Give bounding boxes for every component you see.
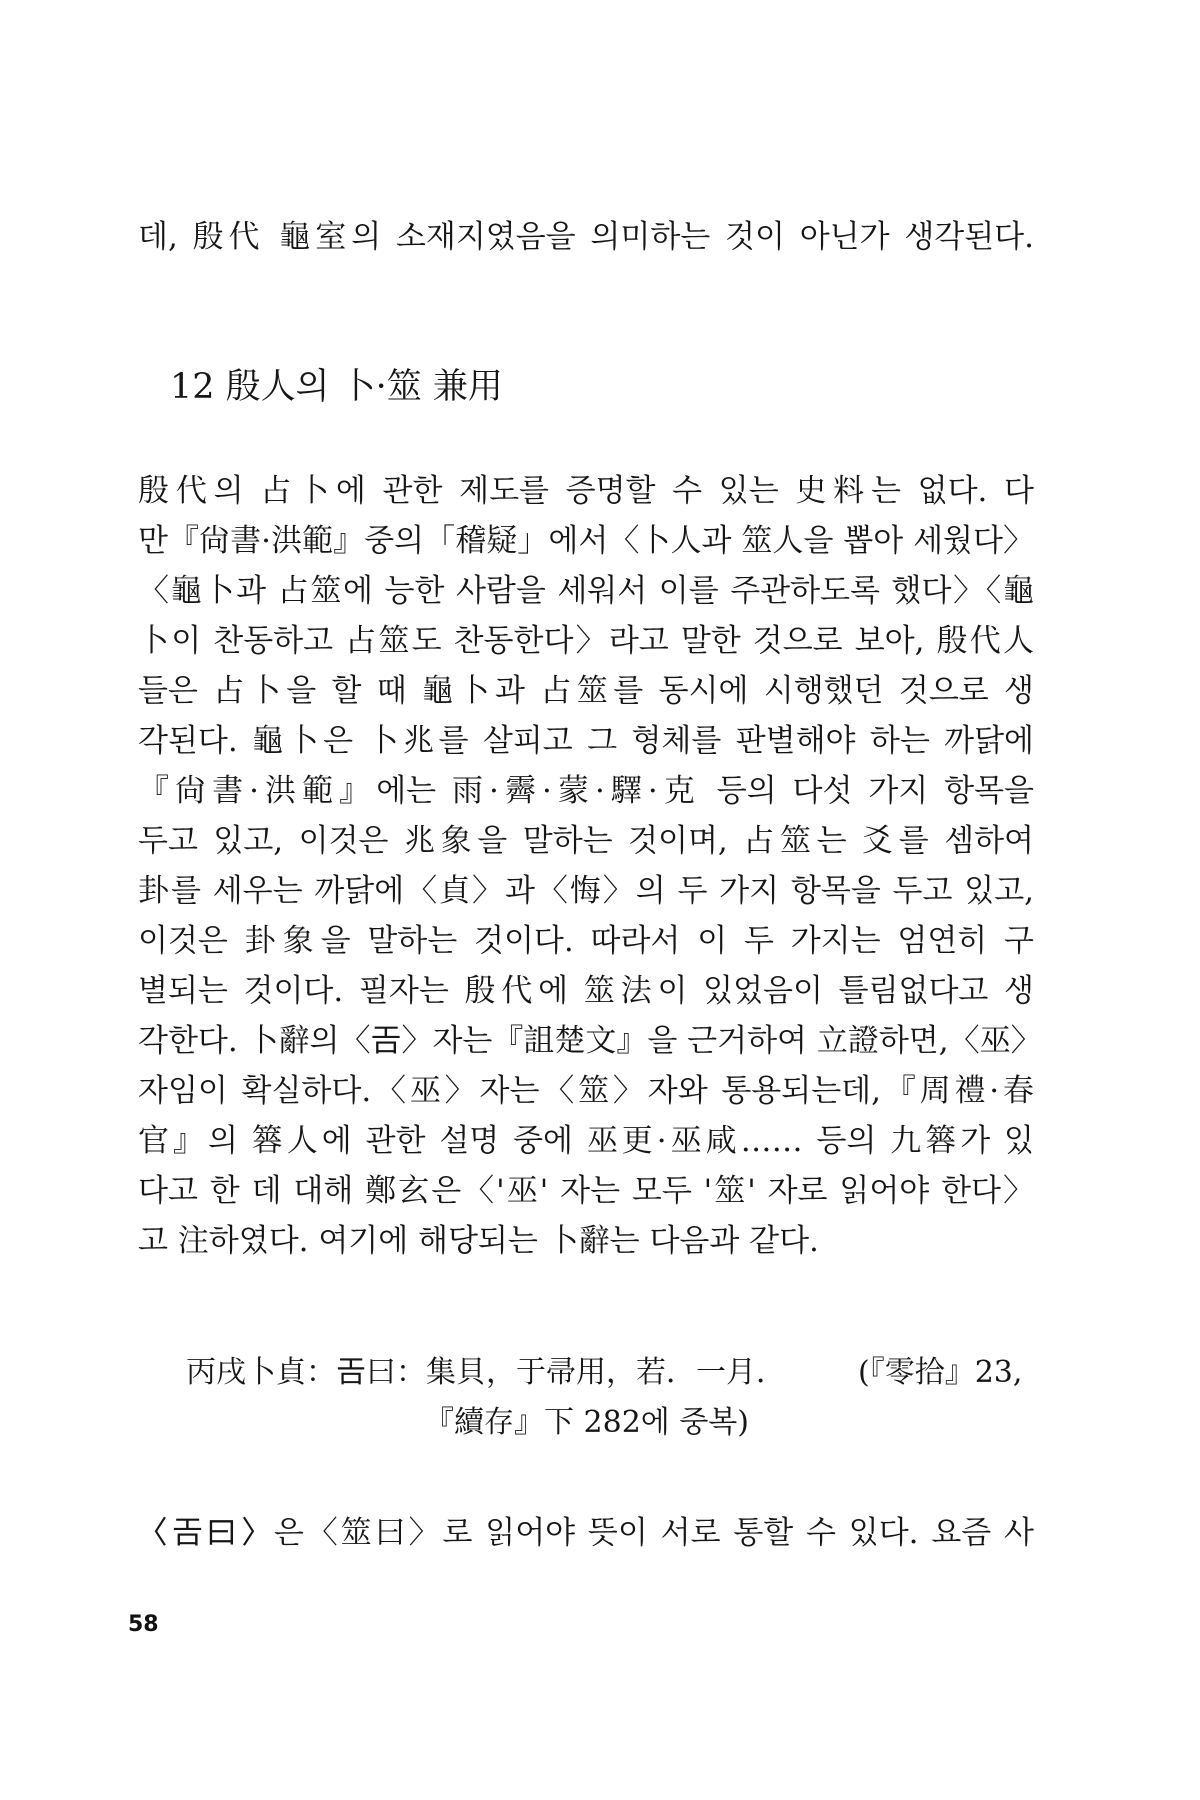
paragraph-line: 〈龜卜과 占筮에 능한 사람을 세워서 이를 주관하도록 했다〉〈龜 [138, 573, 1034, 609]
paragraph-line: 고 注하였다. 여기에 해당되는 卜辭는 다음과 같다. [138, 1223, 819, 1259]
paragraph-line: 만『尙書·洪範』중의「稽疑」에서〈卜人과 筮人을 뽑아 세웠다〉 [138, 523, 1034, 559]
page-number: 58 [128, 1612, 159, 1637]
paragraph-line: 각된다. 龜卜은 卜兆를 살피고 그 형체를 판별해야 하는 까닭에 [138, 723, 1034, 759]
paragraph-line: 이것은 卦象을 말하는 것이다. 따라서 이 두 가지는 엄연히 구 [138, 923, 1034, 959]
paragraph-line: 官』의 簭人에 관한 설명 중에 巫更·巫咸…… 등의 九簭가 있 [138, 1123, 1034, 1159]
paragraph-line: 들은 占卜을 할 때 龜卜과 占筮를 동시에 시행했던 것으로 생 [138, 673, 1034, 709]
bottom-text-line: 〈𢀛曰〉은〈筮曰〉로 읽어야 뜻이 서로 통할 수 있다. 요즘 사 [138, 1515, 1034, 1551]
paragraph-line: 卦를 세우는 까닭에〈貞〉과〈悔〉의 두 가지 항목을 두고 있고, [138, 873, 1034, 909]
inscription-source-continued: 『續存』下 282에 중복) [424, 1405, 749, 1440]
inscription-source: (『零拾』23, [858, 1355, 1023, 1390]
paragraph-line: 다고 한 데 대해 鄭玄은〈'巫' 자는 모두 '筮' 자로 읽어야 한다〉 [138, 1173, 1034, 1209]
paragraph-line: 각한다. 卜辭의〈𢀛〉자는『詛楚文』을 근거하여 立證하면,〈巫〉 [138, 1023, 1042, 1059]
paragraph-line: 두고 있고, 이것은 兆象을 말하는 것이며, 占筮는 爻를 셈하여 [138, 823, 1034, 859]
paragraph-line: 殷代의 占卜에 관한 제도를 증명할 수 있는 史料는 없다. 다 [138, 473, 1034, 509]
paragraph-line: 별되는 것이다. 필자는 殷代에 筮法이 있었음이 틀림없다고 생 [138, 973, 1034, 1009]
paragraph-line: 卜이 찬동하고 占筮도 찬동한다〉라고 말한 것으로 보아, 殷代人 [138, 623, 1034, 659]
paragraph-line: 자임이 확실하다.〈巫〉자는〈筮〉자와 통용되는데,『周禮·春 [138, 1073, 1034, 1109]
paragraph-line: 『尙書·洪範』에는 雨·霽·蒙·驛·克 등의 다섯 가지 항목을 [138, 773, 1034, 809]
section-heading: 12 殷人의 卜·筮 兼用 [170, 367, 503, 407]
top-text-line: 데, 殷代 龜室의 소재지였음을 의미하는 것이 아닌가 생각된다. [138, 219, 1034, 255]
inscription-text: 丙戌卜貞：𢀛曰：集貝，于帚用，若．一月． [186, 1355, 786, 1390]
